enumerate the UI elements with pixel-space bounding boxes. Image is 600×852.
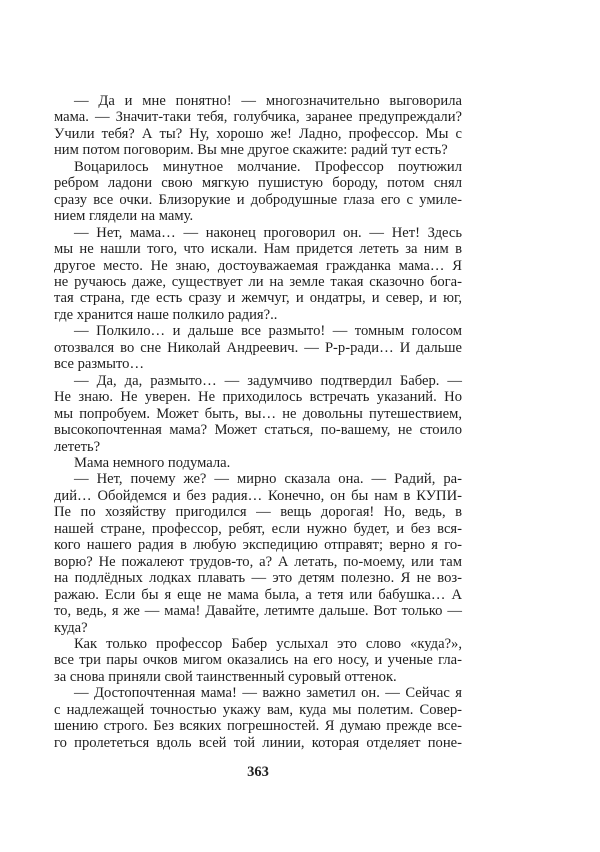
text-line: с надлежащей точностью укажу вам, куда мы полетим. Совер-	[54, 701, 462, 718]
text-line: ним потом поговорим. Вы мне другое скажите: радий тут есть?	[54, 142, 448, 159]
text-line: Мама немного подумала.	[74, 454, 231, 471]
text-line: отозвался во сне Николай Андреевич. — Р-р-ради… И дальше	[54, 339, 462, 356]
text-line: — Нет, мама… — наконец проговорил он. — Нет! Здесь	[74, 224, 462, 241]
text-line: все размыто…	[54, 356, 145, 373]
text-line: тая страна, где есть сразу и жемчуг, и ондатры, и север, и юг,	[54, 290, 462, 307]
text-line: нашей стране, профессор, ребят, если нужно будет, и без вся-	[54, 520, 462, 537]
text-line: то, ведь, я же — мама! Давайте, летимте дальше. Вот только —	[54, 603, 462, 620]
paragraph	[54, 471, 462, 636]
text-line: высокопочтенная мама? Может статься, по-вашему, не стоило	[54, 422, 462, 439]
text-line: сразу все очки. Близорукие и добродушные глаза его с умиле-	[54, 191, 462, 208]
page-body-text	[54, 93, 462, 751]
text-line: где хранится наше полкило радия?..	[54, 306, 278, 323]
text-line: — Полкило… и дальше все размыто! — томным голосом	[74, 323, 462, 340]
text-line: другое место. Не знаю, достоуважаемая гражданка мама… Я	[54, 257, 462, 274]
text-line: мы попробуем. Может быть, вы… не довольны путешествием,	[54, 405, 462, 422]
text-line: лететь?	[54, 438, 101, 455]
text-line: куда?	[54, 619, 88, 636]
page-number: 363	[247, 764, 269, 780]
text-line: ражаю. Если бы я еще не мама была, а тетя или бабушка… А	[54, 586, 462, 603]
paragraph	[54, 373, 462, 455]
text-line: не ручаюсь даже, существует ли на земле такая сказочно бога-	[54, 273, 462, 290]
text-line: Пе по хозяйству пригодился — вещь дорогая! Но, ведь, в	[54, 504, 462, 521]
text-line: — Достопочтенная мама! — важно заметил он. — Сейчас я	[74, 685, 462, 702]
text-line: мы не нашли того, что искали. Нам придется лететь за ним в	[54, 241, 462, 258]
text-line: на подлёдных лодках плавать — это детям полезно. Я не воз-	[54, 570, 462, 587]
text-line: мама. — Значит-таки тебя, голубчика, заранее предупреждали?	[54, 109, 462, 126]
text-line: — Да, да, размыто… — задумчиво подтвердил Бабер. —	[74, 372, 462, 389]
text-line: ворю? Не пожалеют трудов-то, а? А летать, по-моему, или там	[54, 553, 462, 570]
text-line: ребром ладони свою мягкую пушистую бороду, потом снял	[54, 175, 462, 192]
text-line: Не знаю. Не уверен. Не приходилось встречать указаний. Но	[54, 389, 462, 406]
text-line: Как только профессор Бабер услыхал это слово «куда?»,	[74, 635, 462, 652]
paragraph	[54, 323, 462, 372]
text-line: Учили тебя? А ты? Ну, хорошо же! Ладно, профессор. Мы с	[54, 125, 462, 142]
text-line: дий… Обойдемся и без радия… Конечно, он бы нам в КУПИ-	[54, 487, 462, 504]
text-line: — Нет, почему же? — мирно сказала она. — Радий, ра-	[74, 471, 462, 488]
paragraph	[54, 455, 462, 471]
paragraph	[54, 159, 462, 225]
text-line: нием глядели на маму.	[54, 208, 194, 225]
paragraph	[54, 636, 462, 685]
text-line: все три пары очков мигом оказались на его носу, и ученые гла-	[54, 652, 462, 669]
paragraph	[54, 685, 462, 751]
paragraph	[54, 93, 462, 159]
text-line: — Да и мне понятно! — многозначительно выговорила	[74, 93, 462, 109]
text-line: кого нашего радия в любую экспедицию отправят; верно я го-	[54, 537, 462, 554]
text-line: го пролететься вдоль всей той линии, которая отделяет поне-	[54, 734, 462, 751]
text-line: Воцарилось минутное молчание. Профессор поутюжил	[74, 158, 462, 175]
text-line: за снова приняли свой таинственный суровый оттенок.	[54, 668, 397, 685]
text-line: шению строго. Без всяких погрешностей. Я думаю прежде все-	[54, 718, 462, 735]
paragraph	[54, 225, 462, 324]
